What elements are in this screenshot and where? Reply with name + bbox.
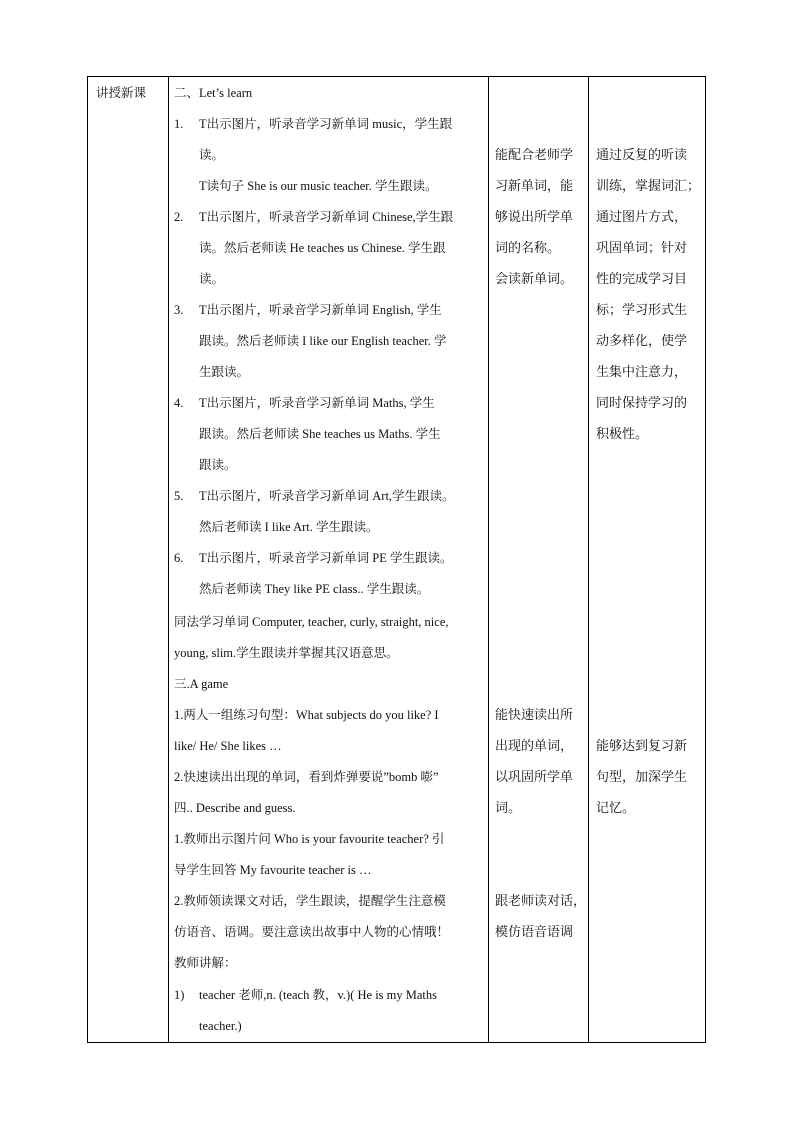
student-activity-line: 出现的单词， bbox=[495, 738, 574, 753]
design-intent-line: 句型，加深学生 bbox=[596, 769, 688, 784]
teacher-activity-line: 然后老师读 I like Art. 学生跟读。 bbox=[199, 520, 379, 534]
teacher-activity-line: 1) bbox=[174, 988, 185, 1002]
student-activity-line: 够说出所学单 bbox=[495, 209, 574, 224]
design-intent-line: 记忆。 bbox=[596, 800, 636, 815]
teacher-activity-line: 生跟读。 bbox=[199, 365, 250, 379]
section-label: 讲授新课 bbox=[96, 86, 147, 100]
teacher-activity-line: 1. bbox=[174, 117, 184, 131]
design-intent-line: 训练，掌握词汇； bbox=[596, 178, 701, 193]
teacher-activity-line: 3. bbox=[174, 303, 184, 317]
teacher-activity-line: T读句子 She is our music teacher. 学生跟读。 bbox=[199, 179, 438, 193]
student-activity-line: 跟老师读对话， bbox=[495, 893, 587, 908]
teacher-activity-line: 跟读。然后老师读 She teaches us Maths. 学生 bbox=[199, 427, 441, 441]
teacher-activity-line: T出示图片，听录音学习新单词 English, 学生 bbox=[199, 303, 442, 317]
teacher-activity-line: 仿语音、语调。要注意读出故事中人物的心情哦！ bbox=[174, 925, 450, 939]
teacher-activity-line: 读。然后老师读 He teaches us Chinese. 学生跟 bbox=[199, 241, 446, 255]
teacher-activity-line: 同法学习单词 Computer, teacher, curly, straight, nice, bbox=[174, 615, 449, 629]
section-label-cell bbox=[88, 77, 168, 1042]
design-intent-line: 积极性。 bbox=[596, 426, 649, 441]
teacher-activity-line: T出示图片，听录音学习新单词 music，学生跟 bbox=[199, 117, 453, 131]
teacher-activity-line: teacher.) bbox=[199, 1019, 242, 1033]
teacher-activity-line: 导学生回答 My favourite teacher is … bbox=[174, 863, 372, 877]
teacher-activity-line: 教师讲解： bbox=[174, 956, 237, 970]
design-intent-line: 性的完成学习目 bbox=[596, 271, 688, 286]
teacher-activity-line: 读。 bbox=[199, 272, 225, 286]
student-activity-cell bbox=[489, 77, 588, 1042]
teacher-activity-line: 四.. Describe and guess. bbox=[174, 801, 296, 815]
student-activity-line: 会读新单词。 bbox=[495, 271, 574, 286]
teacher-activity-line: T出示图片，听录音学习新单词 Maths, 学生 bbox=[199, 396, 435, 410]
design-intent-line: 能够达到复习新 bbox=[596, 738, 688, 753]
student-activity-line: 能配合老师学 bbox=[495, 147, 574, 162]
design-intent-line: 通过反复的听读 bbox=[596, 147, 688, 162]
teacher-activity-line: 跟读。然后老师读 I like our English teacher. 学 bbox=[199, 334, 447, 348]
teacher-activity-line: T出示图片，听录音学习新单词 PE 学生跟读。 bbox=[199, 551, 453, 565]
student-activity-line: 词。 bbox=[495, 800, 522, 815]
teacher-activity-line: 然后老师读 They like PE class.. 学生跟读。 bbox=[199, 582, 430, 596]
teacher-activity-line: 读。 bbox=[199, 148, 225, 162]
student-activity-line: 模仿语音语调 bbox=[495, 924, 574, 939]
teacher-activity-line: 1.教师出示图片问 Who is your favourite teacher? 引 bbox=[174, 832, 445, 846]
design-intent-line: 标；学习形式生 bbox=[596, 302, 688, 317]
teacher-activity-line: T出示图片，听录音学习新单词 Art,学生跟读。 bbox=[199, 489, 455, 503]
teacher-activity-line: 6. bbox=[174, 551, 184, 565]
teacher-activity-cell bbox=[169, 77, 488, 1042]
teacher-activity-line: 跟读。 bbox=[199, 458, 237, 472]
student-activity-line: 习新单词，能 bbox=[495, 178, 574, 193]
teacher-activity-line: 三.A game bbox=[174, 677, 229, 691]
teacher-activity-line: 二、Let’s learn bbox=[174, 86, 253, 100]
student-activity-line: 能快速读出所 bbox=[495, 707, 574, 722]
design-intent-line: 巩固单词；针对 bbox=[596, 240, 688, 255]
design-intent-line: 动多样化，使学 bbox=[596, 333, 688, 348]
lesson-plan-table bbox=[87, 76, 706, 1043]
teacher-activity-line: like/ He/ She likes … bbox=[174, 739, 282, 753]
teacher-activity-line: T出示图片，听录音学习新单词 Chinese,学生跟 bbox=[199, 210, 454, 224]
teacher-activity-line: young, slim.学生跟读并掌握其汉语意思。 bbox=[174, 646, 399, 660]
teacher-activity-line: 2.教师领读课文对话，学生跟读，提醒学生注意模 bbox=[174, 894, 446, 908]
teacher-activity-line: 2.快速读出出现的单词，看到炸弹要说”bomb 嘭” bbox=[174, 770, 439, 784]
student-activity-line: 词的名称。 bbox=[495, 240, 561, 255]
design-intent-line: 同时保持学习的 bbox=[596, 395, 688, 410]
teacher-activity-line: 5. bbox=[174, 489, 184, 503]
teacher-activity-line: 4. bbox=[174, 396, 184, 410]
design-intent-line: 通过图片方式， bbox=[596, 209, 688, 224]
teacher-activity-line: teacher 老师,n. (teach 教，v.)( He is my Maths bbox=[199, 988, 438, 1002]
design-intent-cell bbox=[589, 77, 707, 1042]
teacher-activity-line: 1.两人一组练习句型：What subjects do you like? I bbox=[174, 708, 439, 722]
design-intent-line: 生集中注意力， bbox=[596, 364, 688, 379]
teacher-activity-line: 2. bbox=[174, 210, 184, 224]
student-activity-line: 以巩固所学单 bbox=[495, 769, 574, 784]
